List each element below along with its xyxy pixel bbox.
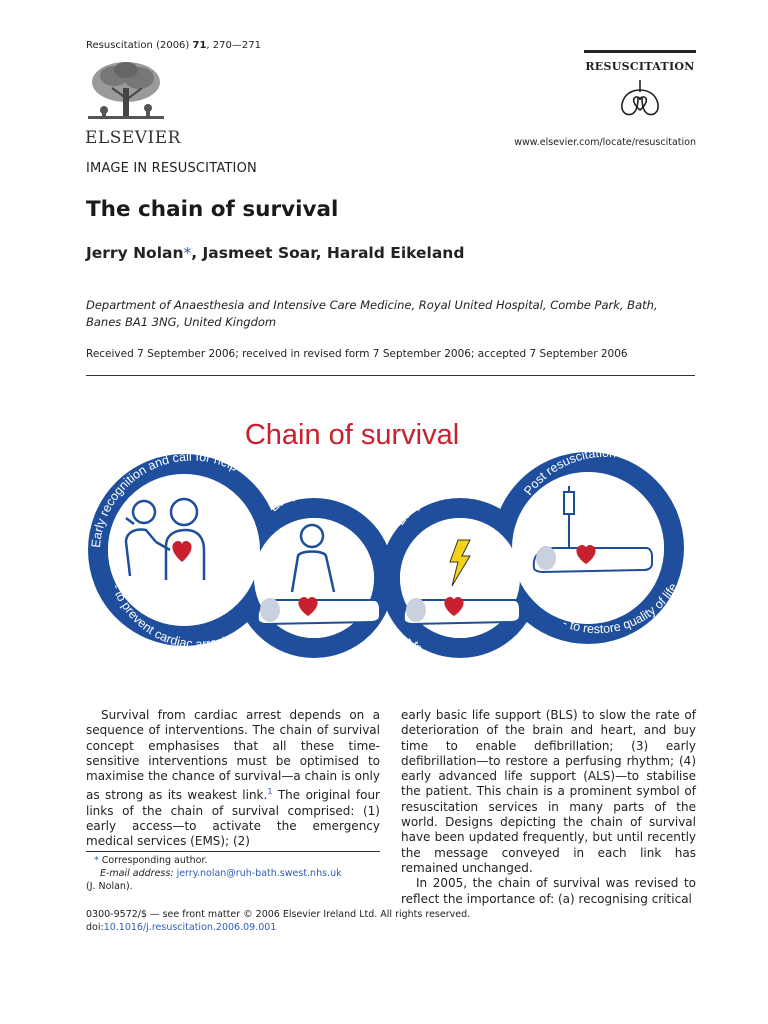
link-2-bottom-text: - to buy time <box>252 639 319 672</box>
paragraph-2: early basic life support (BLS) to slow the rate of deterioration of the brain and heart, and buy time to enable defibrillation; (3) early defibrillation—to restore a perfusing rhythm; (4) early advanced life support (ALS)—to stabilise the patient. This chain is a prominent symbol of resuscitation services in many parts of the world. Designs depicting the chain of survival have been updated frequently, but until recently the message conveyed in each link has remained unchanged. <box>401 708 696 875</box>
link-4-top-text: Post resuscitation care <box>521 445 647 498</box>
affiliation <box>86 297 686 331</box>
elsevier-tree-icon <box>84 58 168 128</box>
doi-link[interactable]: 10.1016/j.resuscitation.2006.09.001 <box>103 922 277 933</box>
paragraph-3: In 2005, the chain of survival was revised to reflect the importance of: (a) recognising critical <box>401 876 696 906</box>
journal-header <box>584 50 696 118</box>
link-1-top-text: Early recognition and call for help <box>88 449 241 549</box>
footnote-corresponding: Corresponding author. <box>98 855 208 866</box>
lungs-heart-icon <box>584 76 696 118</box>
link-4-bottom-text: - to restore quality of life <box>560 580 681 637</box>
citation-pages: , 270—271 <box>206 40 261 51</box>
footnote-star: * <box>94 855 99 866</box>
publisher-name: ELSEVIER <box>85 128 181 148</box>
body-column-left <box>86 708 380 850</box>
footnote-divider <box>86 851 380 852</box>
journal-rule <box>584 50 696 53</box>
issn-line: 0300-9572/$ — see front matter © 2006 Elsevier Ireland Ltd. All rights reserved. <box>86 909 471 920</box>
article-dates: Received 7 September 2006; received in revised form 7 September 2006; accepted 7 September 2006 <box>86 348 628 360</box>
chain-of-survival-figure <box>86 400 695 690</box>
header-divider <box>86 375 695 376</box>
paragraph-1 <box>86 708 380 850</box>
footnote <box>86 854 380 893</box>
section-label: IMAGE IN RESUSCITATION <box>86 161 257 176</box>
affiliation-line-2: Banes BA1 3NG, United Kingdom <box>86 315 277 329</box>
link-2-top-text: Early CPR <box>266 479 328 515</box>
figure-title: Chain of survival <box>244 419 460 451</box>
copyright-footer <box>86 908 470 934</box>
affiliation-line-1: Department of Anaesthesia and Intensive Care Medicine, Royal United Hospital, Combe Park, Bath, <box>86 298 658 312</box>
authors-rest: , Jasmeet Soar, Harald Eikeland <box>191 244 465 262</box>
author-list <box>86 244 464 262</box>
paragraph-1-continued: The original four links of the chain of survival comprised: (1) early access—to activate the emergency medical services (EMS); (2) <box>86 788 380 849</box>
email-label: E-mail address: <box>100 868 174 879</box>
journal-name: RESUSCITATION <box>585 60 695 73</box>
link-1-bottom-text: - to prevent cardiac arrest <box>109 582 228 652</box>
footnote-name: (J. Nolan). <box>86 881 133 892</box>
journal-url-link[interactable]: www.elsevier.com/locate/resuscitation <box>514 137 696 148</box>
reference-1-link[interactable]: 1 <box>267 787 273 797</box>
author-1: Jerry Nolan <box>86 244 184 262</box>
corresponding-author-link[interactable]: * <box>183 244 192 262</box>
body-column-right <box>401 708 696 907</box>
citation-journal: Resuscitation (2006) <box>86 40 193 51</box>
citation <box>86 40 261 51</box>
doi-label: doi: <box>86 922 104 933</box>
article-title: The chain of survival <box>86 197 339 222</box>
link-3-top-text: Early Defibrillation <box>392 478 494 528</box>
paragraph-1-text: Survival from cardiac arrest depends on a sequence of interventions. The chain of survival concept emphasises that all these time-sensitive interventions must be optimised to maximise the chance of survival—a chain is only as strong as its weakest link. <box>86 708 380 803</box>
citation-volume: 71 <box>192 40 207 51</box>
link-3-bottom-text: - to restart the heart <box>403 633 506 676</box>
email-link[interactable]: jerry.nolan@ruh-bath.swest.nhs.uk <box>176 868 342 879</box>
